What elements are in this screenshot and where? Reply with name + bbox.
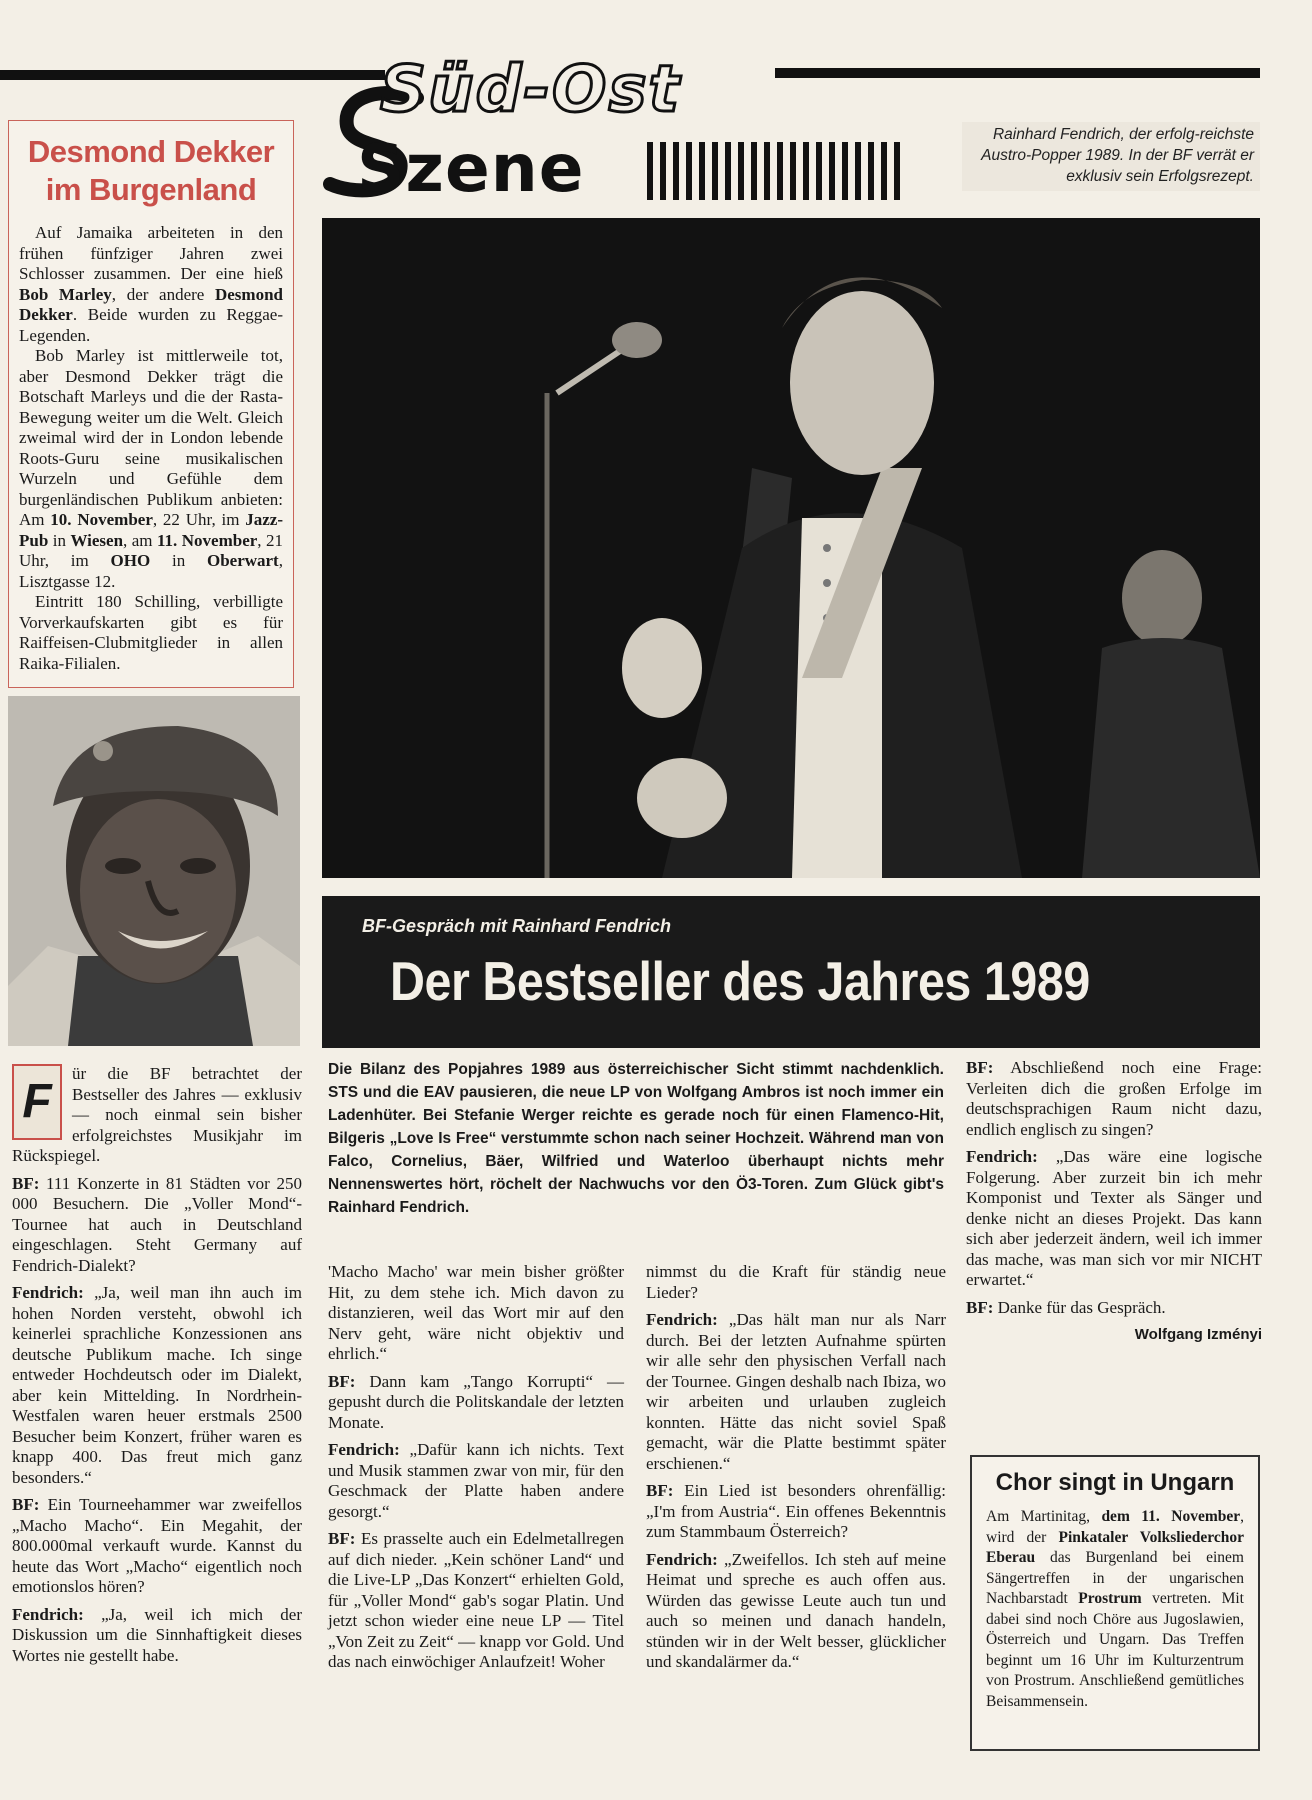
chor-headline: Chor singt in Ungarn [995,1469,1235,1496]
dekker-p1: Auf Jamaika arbeiteten in den frühen fünfziger Jahren zwei Schlosser zusammen. Der eine hieß Bob Marley, der andere Desmond Dekker. Beide wurden zu Reggae-Legenden. [19,223,283,345]
banner-kicker: BF-Gespräch mit Rainhard Fendrich [362,916,672,936]
interview-col-2 [328,1262,624,1680]
col3-c1: nimmst du die Kraft für ständig neue Lieder? [646,1262,946,1302]
interview-col-1 [12,1064,302,1673]
banner-headline: Der Bestseller des Jahres 1989 [390,950,1090,1012]
dekker-p2: Bob Marley ist mittlerweile tot, aber Desmond Dekker trägt die Botschaft Marleys und die der Rasta-Bewegung weiter um die Welt. Gleich zweimal wird der in London lebende Roots-Guru seine musikalischen Wurzeln und Gefühle dem burgenländischen Publikum anbieten: Am 10. November, 22 Uhr, im Jazz-Pub in Wiesen, am 11. November, 21 Uhr, im OHO in Oberwart, Lisztgasse 12. [19,346,284,591]
masthead-logo [322,53,942,208]
col2-q4: BF: Es prasselte auch ein Edelmetallregen auf dich nieder. „Kein schöner Land“ und die Live-LP „Das Konzert“ erhielten Gold, für „Voller Mond“ gab's sogar Platin. Und jetzt schon wieder eine neue LP — Titel „Von Zeit zu Zeit“ — knapp vor Gold. Und das nach einwöchiger Anlaufzeit! Woher [328,1529,624,1671]
dekker-photo [8,696,300,1046]
dekker-headline-line2: im Burgenland [45,172,257,207]
col3-a5: Fendrich: „Zweifellos. Ich steh auf meine Heimat und spreche es auch offen aus. Würden das gewisse Leute auch tun und auch so meinen und danach handeln, stünden wir in der Welt besser, glücklicher und skandalärmer da.“ [646,1549,946,1671]
dekker-article [8,120,294,688]
dropcap-box [12,1064,62,1140]
author-byline: Wolfgang Izményi [1134,1326,1262,1343]
dropcap-letter: F [12,1064,62,1140]
fendrich-photo [322,218,1260,878]
col2-a3: Fendrich: „Dafür kann ich nichts. Text und Musik stammen zwar von mir, für den Geschmack der Platte haben andere gesorgt.“ [328,1440,624,1521]
dekker-headline-line1: Desmond Dekker [27,134,275,169]
dekker-portrait-image [8,696,300,1046]
dekker-p3: Eintritt 180 Schilling, verbilligte Vorverkaufskarten gibt es für Raiffeisen-Clubmitglieder in allen Raika-Filialen. [19,592,283,673]
col2-c1: 'Macho Macho' war mein bisher größter Hit, zu dem stehe ich. Mich davon zu distanzieren, weil das Wort mir auf den Nerv geht, wäre nicht objektiv und ehrlich.“ [328,1262,624,1363]
col3-a4: Fendrich: „Das hält man nur als Narr durch. Bei der letzten Aufnahme spürten wir alle sehr den physischen Verfall nach der Tournee. Gingen deshalb nach Ibiza, wo wir arbeiten und urlauben zugleich konnten. Hätte das nicht soviel Spaß gemacht, wär die Platte bestimmt später erschienen.“ [646,1310,946,1473]
col3-q5: BF: Ein Lied ist besonders ohrenfällig: „I'm from Austria“. Ein offenes Bekenntnis zum Stammbaum Österreich? [646,1481,946,1541]
col1-intro: ür die BF betrachtet der Bestseller des Jahres — exklusiv — noch einmal sein bisher erfolgreichstes Musikjahr im Rückspiegel. [12,1064,302,1165]
interview-col-3 [646,1262,946,1680]
photo-caption: Rainhard Fendrich, der erfolg-reichste Austro-Popper 1989. In der BF verrät er exklusiv sein Erfolgsrezept. [962,122,1260,191]
col1-q2: BF: Ein Tourneehammer war zweifellos „Macho Macho“. Ein Megahit, der 800.000mal verkauft wurde. Kannst du heute das Wort „Macho“ eigentlich noch emotionslos hören? [12,1495,302,1596]
fendrich-concert-image [322,218,1260,878]
col1-a1: Fendrich: „Ja, weil man ihn auch im hohen Norden versteht, obwohl ich keinerlei sprachliche Konzessionen ans deutsche Publikum mache. Ich singe entweder Hochdeutsch oder im Dialekt, aber kein Mittelding. In Nordrhein-Westfalen waren heuer erstmals 2500 Besucher beim Konzert, früher waren es knapp 400. Das freut mich ganz besonders.“ [12,1283,302,1487]
chor-article [970,1455,1260,1751]
interview-col-4 [966,1058,1262,1353]
col4-q7: BF: Danke für das Gespräch. [966,1297,1166,1317]
col4-q6: BF: Abschließend noch eine Frage: Verleiten dich die großen Erfolge im deutschsprachigen Raum nicht dazu, endlich englisch zu singen? [966,1058,1262,1139]
col1-a2: Fendrich: „Ja, weil ich mich der Diskussion um die Sinnhaftigkeit dieses Wortes nie gestellt habe. [12,1604,302,1665]
logo-bars [647,142,900,200]
chor-body: Am Martinitag, dem 11. November, wird der Pinkataler Volksliederchor Eberau das Burgenland bei einem Sängertreffen in der ungarischen Nachbarstadt Prostrum vertreten. Mit dabei sind noch Chöre aus Jugoslawien, Österreich und Ungarn. Das Treffen beginnt um 16 Uhr im Kulturzentrum von Prostrum. Anschließend gemütliches Beisammensein. [986,1508,1245,1710]
col1-q1: BF: 111 Konzerte in 81 Städten vor 250 000 Besuchern. Die „Voller Mond“-Tournee hat auch in Deutschland eingeschlagen. Steht Germany auf Fendrich-Dialekt? [12,1173,302,1275]
col2-q3: BF: Dann kam „Tango Korrupti“ — gepusht durch die Politskandale der letzten Monate. [328,1371,624,1432]
interview-lead: Die Bilanz des Popjahres 1989 aus österreichischer Sicht stimmt nachdenklich. STS und die EAV pausieren, die neue LP von Wolfgang Ambros ist noch immer ein Ladenhüter. Bei Stefanie Werger reichte es gerade noch für einen Flamenco-Hit, Bilgeris „Love Is Free“ verstummte schon nach seiner Hochzeit. Während man von Falco, Cornelius, Bäer, Wilfried und Waterloo überhaupt nichts mehr Nennenswertes hört, röchelt der Nachwuchs vor den Ö3-Toren. Zum Glück gibt's Rainhard Fendrich. [328,1061,944,1216]
dekker-headline [9,133,293,209]
dekker-body [19,223,283,674]
interview-banner [322,896,1260,1048]
col4-a6: Fendrich: „Das wäre eine logische Folgerung. Aber zurzeit bin ich mehr Komponist und Texter als Sänger und denke nicht an dieses Projekt. Das kann sich aber jederzeit ändern, weil ich immer das mache, was man sich vor mir NICHT erwartet.“ [966,1147,1262,1289]
logo-line1: Süd-Ost [380,53,682,127]
logo-line2: Szene [357,130,585,207]
